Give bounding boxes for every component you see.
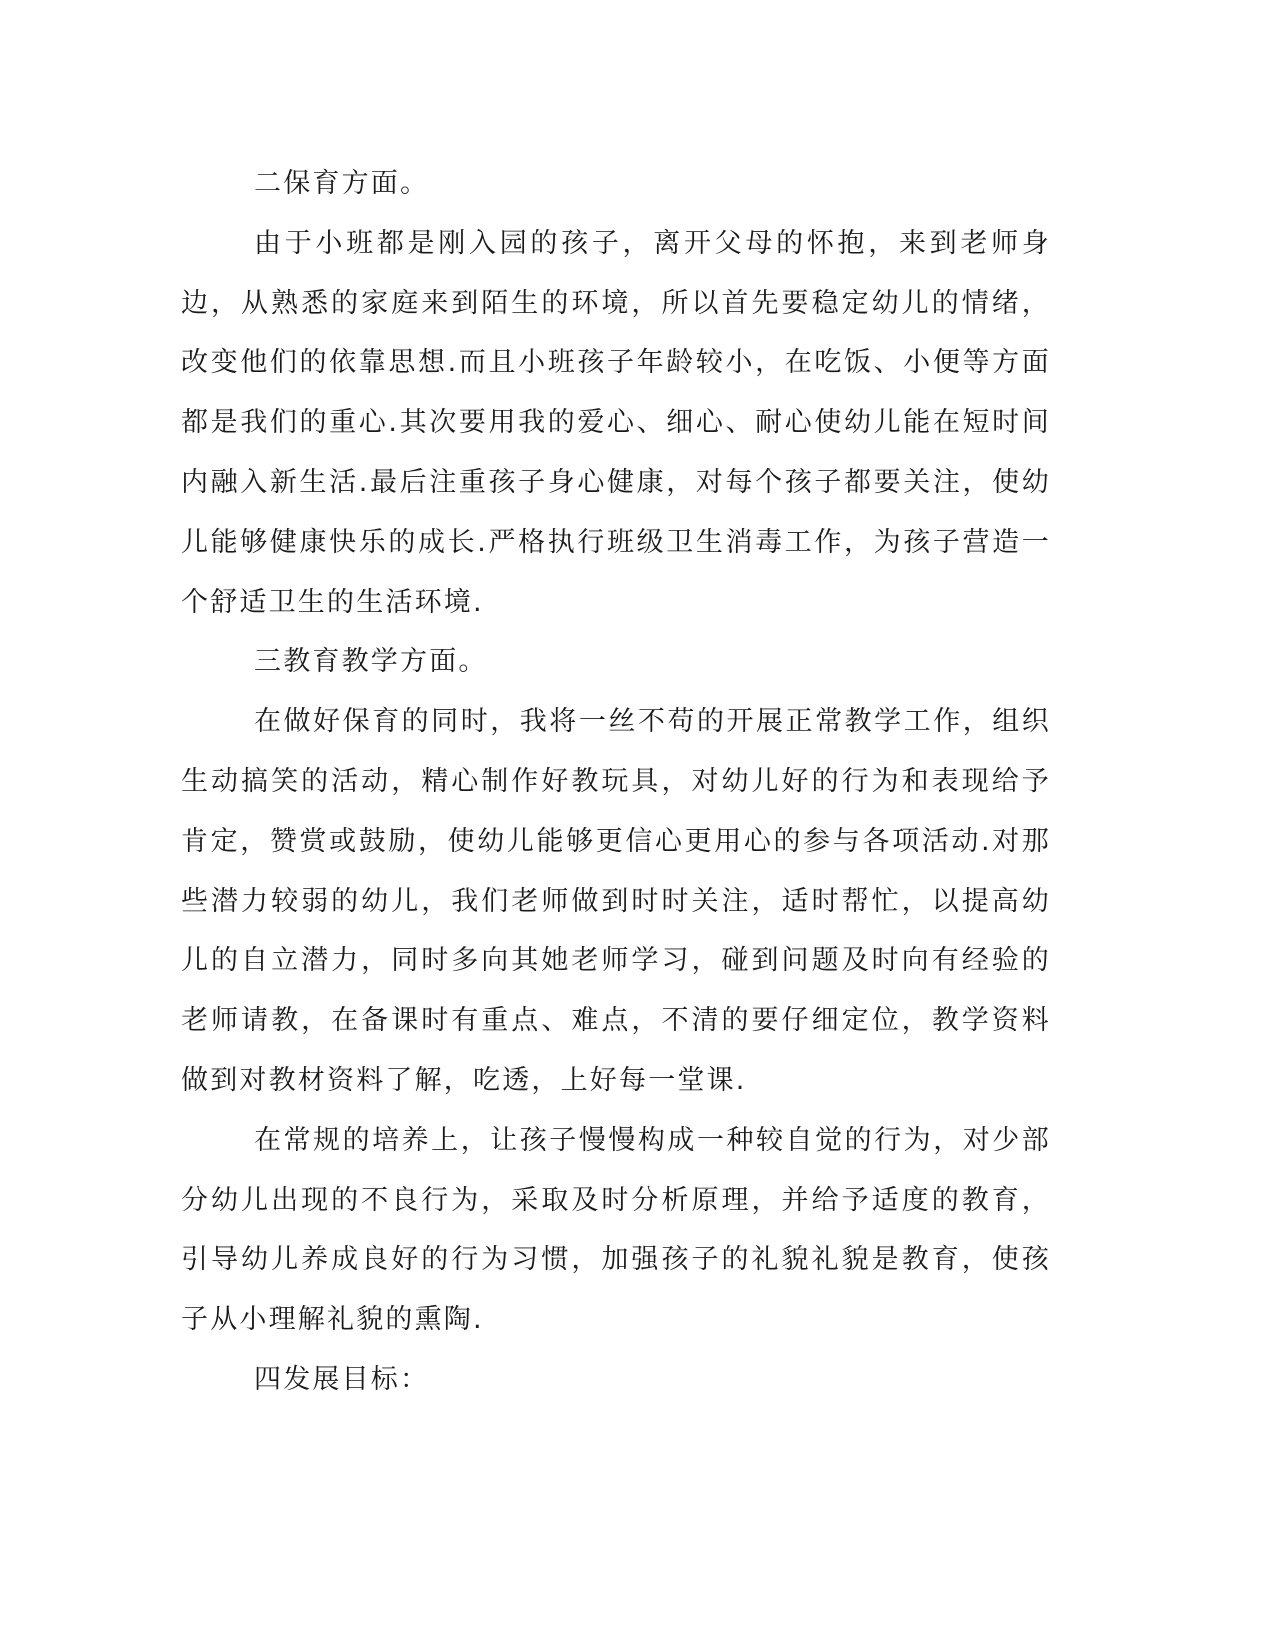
section-heading-care: 二保育方面。: [254, 168, 430, 199]
paragraph-care: 由于小班都是刚入园的孩子，离开父母的怀抱，来到老师身边，从熟悉的家庭来到陌生的环境，所以首先要稳定幼儿的情绪，改变他们的依靠思想.而且小班孩子年龄较小，在吃饭、小便等方面都是我们的重心.其次要用我的爱心、细心、耐心使幼儿能在短时间内融入新生活.最后注重孩子身心健康，对每个孩子都要关注，使幼儿能够健康快乐的成长.严格执行班级卫生消毒工作，为孩子营造一个舒适卫生的生活环境.: [181, 227, 1051, 618]
section-heading-goals: 四发展目标：: [254, 1363, 430, 1395]
paragraph-routine: 在常规的培养上，让孩子慢慢构成一种较自觉的行为，对少部分幼儿出现的不良行为，采取及时分析原理，并给予适度的教育，引导幼儿养成良好的行为习惯，加强孩子的礼貌礼貌是教育，使孩子从小理解礼貌的熏陶.: [181, 1124, 1051, 1336]
paragraph-teaching: 在做好保育的同时，我将一丝不苟的开展正常教学工作，组织生动搞笑的活动，精心制作好教玩具，对幼儿好的行为和表现给予肯定，赞赏或鼓励，使幼儿能够更信心更用心的参与各项活动.对那些潜力较弱的幼儿，我们老师做到时时关注，适时帮忙，以提高幼儿的自立潜力，同时多向其她老师学习，碰到问题及时向有经验的老师请教，在备课时有重点、难点，不清的要仔细定位，教学资料做到对教材资料了解，吃透，上好每一堂课.: [181, 706, 1051, 1096]
section-heading-teaching: 三教育教学方面。: [254, 646, 488, 678]
document-body: [181, 154, 1051, 1410]
